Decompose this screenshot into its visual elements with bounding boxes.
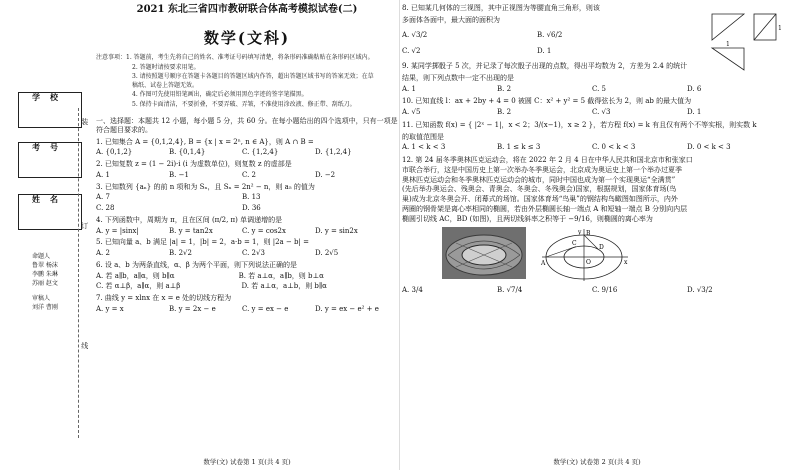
fig-label: C	[572, 240, 577, 248]
option-spacer	[315, 204, 388, 213]
question-options	[96, 171, 398, 180]
option-c[interactable]: C. 28	[96, 204, 115, 213]
question-stem: 5. 已知向量 a、b 满足 |a| = 1，|b| = 2，a·b = 1，则 |2a − b| =	[96, 238, 309, 247]
subject-title: 数学(文科)	[203, 28, 291, 47]
bird-nest-photo	[442, 227, 526, 279]
option-a[interactable]: A. {0,1,2}	[96, 148, 133, 157]
instructions	[96, 53, 398, 109]
option-d[interactable]: D. 2√5	[315, 249, 339, 258]
fig-label: y	[578, 229, 582, 237]
question-5	[96, 238, 398, 258]
option-b[interactable]: B. √6/2	[537, 30, 563, 39]
option-c[interactable]: C. y = cos2x	[242, 226, 286, 235]
option-c[interactable]: C. 9/16	[592, 286, 618, 295]
option-d[interactable]: D. 36	[242, 204, 261, 213]
name-box[interactable]	[18, 194, 82, 230]
question-stem: 巢)成为北京冬奥会开、闭幕式的场馆。国家体育场“鸟巢”的钢结构鸟瞰图如图所示，内外	[402, 195, 678, 203]
option-d[interactable]: D. {1,2,4}	[315, 148, 352, 157]
question-3	[96, 183, 398, 213]
option-b[interactable]: B. 13	[242, 193, 261, 202]
option-a[interactable]: A. y = x	[96, 304, 124, 313]
option-spacer	[315, 193, 388, 202]
option-d[interactable]: D. −2	[315, 170, 336, 179]
option-d[interactable]: D. 若 a⊥α，a⊥b，则 b∥α	[241, 282, 327, 291]
page-footer: 数学(文) 试卷第 1 页(共 4 页)	[203, 457, 291, 466]
option-c[interactable]: C. √3	[592, 108, 611, 116]
fig-label: B	[586, 230, 591, 238]
option-a[interactable]: A. y = |sinx|	[96, 226, 139, 235]
option-a[interactable]: A. 7	[96, 193, 110, 202]
option-d[interactable]: D. 6	[687, 84, 702, 93]
option-c[interactable]: C. 0 < k < 3	[592, 143, 636, 152]
option-a[interactable]: A. √5	[402, 108, 421, 116]
credits	[32, 252, 82, 312]
option-c[interactable]: C. 5	[592, 84, 607, 93]
option-c[interactable]: C. {1,2,4}	[242, 148, 279, 157]
option-c[interactable]: C. 若 α⊥β，a∥α，则 a⊥β	[96, 282, 181, 291]
option-b[interactable]: B. 2√2	[169, 249, 192, 258]
question-options	[96, 148, 398, 157]
option-d[interactable]: D. y = ex − e² + e	[315, 304, 379, 313]
question-options	[402, 85, 792, 94]
option-d[interactable]: D. 0 < k < 3	[687, 143, 731, 152]
fig-label: D	[599, 244, 604, 252]
question-10	[402, 97, 792, 117]
question-options	[96, 305, 398, 314]
option-d[interactable]: D. 1	[687, 108, 702, 116]
question-6	[96, 261, 398, 291]
credit-names: 苏丽 赵文	[32, 280, 58, 287]
note-line: 5. 保持卡面清洁，不要折叠，不要弄破、弄皱，不准使用涂改液、修正带、刮纸刀。	[132, 100, 356, 108]
question-stem: 两圈的钢骨架是离心率相同的椭圆，若由外层椭圆长轴一端点 A 和短轴一端点 B 分别向内层	[402, 204, 688, 213]
option-b[interactable]: B. 2	[497, 108, 512, 116]
question-stem: 9. 某同学掷骰子 5 次，并记录了每次骰子出现的点数，得出平均数为 2，方差为 2.4 的统计	[402, 62, 688, 70]
option-spacer	[324, 272, 388, 281]
question-options	[96, 227, 398, 236]
option-spacer	[327, 282, 388, 291]
section-heading: 一、选择题：本题共 12 小题，每小题 5 分，共 60 分。在每小题给出的四个选项中，只有一项是符合题目要求的。	[96, 117, 398, 134]
question-options	[402, 31, 682, 57]
fig-label: O	[586, 259, 591, 267]
question-stem: 8. 已知某几何体的三视图，其中正视图为等腰直角三角形，则该	[402, 4, 600, 12]
question-stem: 奥林匹克运动会和冬季奥林匹克运动会的城市，同时中国也成为第一个实现奥运“全满贯”	[402, 175, 676, 184]
school-label: 学校	[32, 92, 68, 102]
fig-label: A	[541, 260, 546, 268]
exam-title: 2021 东北三省四市教研联合体高考模拟试卷(二)	[136, 4, 358, 15]
name-label: 姓名	[32, 194, 68, 204]
question-2	[96, 160, 398, 180]
question-options	[96, 204, 398, 213]
option-spacer	[169, 204, 242, 213]
binding-word-2: 订	[80, 222, 89, 231]
option-c[interactable]: C. y = ex − e	[242, 304, 289, 313]
option-a[interactable]: A. 1	[402, 84, 416, 93]
question-stem: (先后举办奥运会、残奥会、青奥会、冬奥会、冬残奥会)国家，根据规划，国家体育场(鸟	[402, 185, 677, 194]
three-view-figure	[702, 6, 788, 74]
note-line: 2. 答题时请按要求用笔。	[132, 63, 200, 71]
left-page	[96, 0, 398, 470]
note-line: 3. 请按照题号顺序在答题卡各题目的答题区域内作答，超出答题区域书写的答案无效；在草	[132, 72, 374, 80]
note-line: 注意事项：1. 答题前，考生先将自己的姓名、准考证号码填写清楚，将条形码准确粘贴在条形码区域内。	[96, 54, 374, 62]
binding-strip	[0, 0, 95, 470]
binding-word-3: 线	[80, 342, 89, 351]
fig-label: x	[624, 259, 628, 267]
question-stem: 市联合举行，这是中国历史上第一次举办冬季奥运会，北京成为奥运史上第一个举办过夏季	[402, 165, 682, 174]
option-b[interactable]: B. 若 a⊥α，a∥b，则 b⊥α	[238, 271, 324, 280]
question-stem: 3. 已知数列 {aₙ} 的前 n 项和为 Sₙ，且 Sₙ = 2n² − n，则 a₅ 的值为	[96, 182, 315, 191]
option-a[interactable]: A. √3/2	[402, 30, 428, 39]
question-stem: 11. 已知函数 f(x) = { |2ˣ − 1|，x < 2；3/(x−1)，x ≥ 2 }，若方程 f(x) = k 有且仅有两个不等实根，则实数 k	[402, 120, 757, 129]
question-options	[96, 282, 398, 291]
question-7	[96, 294, 398, 314]
question-options	[96, 272, 398, 281]
option-spacer	[180, 282, 241, 291]
option-a[interactable]: A. 3/4	[402, 286, 423, 295]
page-divider	[399, 0, 400, 470]
question-1	[96, 138, 398, 158]
option-b[interactable]: B. 2	[497, 84, 512, 93]
question-stem: 2. 已知复数 z = (1 − 2i)·i (i 为虚数单位)，则复数 z 的虚部是	[96, 160, 292, 169]
page-footer: 数学(文) 试卷第 2 页(共 4 页)	[553, 457, 641, 466]
question-stem: 7. 曲线 y = xlnx 在 x = e 处的切线方程为	[96, 294, 232, 303]
question-options	[96, 193, 398, 202]
option-spacer	[169, 193, 242, 202]
option-a[interactable]: A. 1	[96, 170, 110, 179]
ellipse-diagram	[540, 227, 630, 283]
note-line: 4. 作图可先使用铅笔画出，确定后必须用黑色字迹的签字笔描黑。	[132, 91, 308, 99]
option-c[interactable]: C. √2	[402, 47, 421, 56]
question-stem: 1. 已知集合 A = {0,1,2,4}, B = {x | x = 2ⁿ, n ∈ A}，则 A ∩ B =	[96, 137, 314, 146]
question-options	[402, 108, 792, 117]
fig-label: 1	[778, 25, 782, 32]
option-b[interactable]: B. −1	[169, 170, 189, 179]
option-d[interactable]: D. √3/2	[687, 286, 713, 295]
question-options	[402, 143, 792, 152]
question-stem: 多面体各面中，最大面的面积为	[402, 15, 500, 24]
question-stem: 10. 已知直线 l：ax + 2by + 4 = 0 被圆 C：x² + y² = 5 截得弦长为 2，则 ab 的最大值为	[402, 97, 692, 106]
option-a[interactable]: A. 若 a∥b，a∥α，则 b∥α	[96, 271, 175, 280]
option-b[interactable]: B. √7/4	[497, 286, 523, 295]
option-a[interactable]: A. 1 < k < 3	[402, 143, 446, 152]
question-stem: 6. 设 a、b 为两条直线，α、β 为两个平面，则下列说法正确的是	[96, 260, 298, 269]
note-line: 稿纸、试卷上答题无效。	[132, 82, 199, 90]
fig-label: 1	[726, 41, 730, 48]
credit-names: 刘洋 曹刚	[32, 304, 58, 311]
q12-figures	[442, 227, 792, 283]
exam-number-box[interactable]	[18, 142, 82, 178]
credit-names: 李鹏 朱琳	[32, 271, 58, 278]
exam-number-label: 考号	[32, 142, 68, 152]
option-b[interactable]: B. 1 ≤ k ≤ 3	[497, 143, 541, 152]
question-stem: 12. 第 24 届冬季奥林匹克运动会，将在 2022 年 2 月 4 日在中华人民共和国北京市和张家口	[402, 156, 693, 164]
option-b[interactable]: B. {0,1,4}	[169, 148, 206, 157]
question-8	[402, 4, 792, 56]
option-c[interactable]: C. 2√3	[242, 249, 265, 258]
option-d[interactable]: D. 1	[537, 47, 552, 56]
question-options	[96, 249, 398, 258]
question-stem: 4. 下列函数中，周期为 π，且在区间 (π/2, π) 单调递增的是	[96, 215, 283, 224]
option-b[interactable]: B. y = tan2x	[169, 226, 213, 235]
school-box[interactable]	[18, 92, 82, 128]
credit-names: 鲁翠 杨沫	[32, 262, 58, 269]
option-d[interactable]: D. y = sin2x	[315, 226, 358, 235]
binding-word-1: 装	[80, 118, 89, 127]
credit-role: 审稿人	[32, 295, 51, 302]
question-11	[402, 121, 792, 152]
credit-role: 命题人	[32, 253, 51, 260]
question-stem: 的取值范围是	[402, 132, 444, 141]
question-stem: 结果，则下列点数中一定不出现的是	[402, 73, 514, 82]
option-spacer	[174, 272, 238, 281]
question-stem: 椭圆引切线 AC，BD (如图)，且两切线斜率之积等于 −9/16，则椭圆的离心率为	[402, 214, 653, 223]
question-4	[96, 216, 398, 236]
option-b[interactable]: B. y = 2x − e	[169, 304, 216, 313]
question-12	[402, 156, 792, 295]
option-a[interactable]: A. 2	[96, 249, 110, 258]
option-c[interactable]: C. 2	[242, 170, 257, 179]
question-options	[402, 286, 792, 295]
right-page	[402, 0, 792, 470]
